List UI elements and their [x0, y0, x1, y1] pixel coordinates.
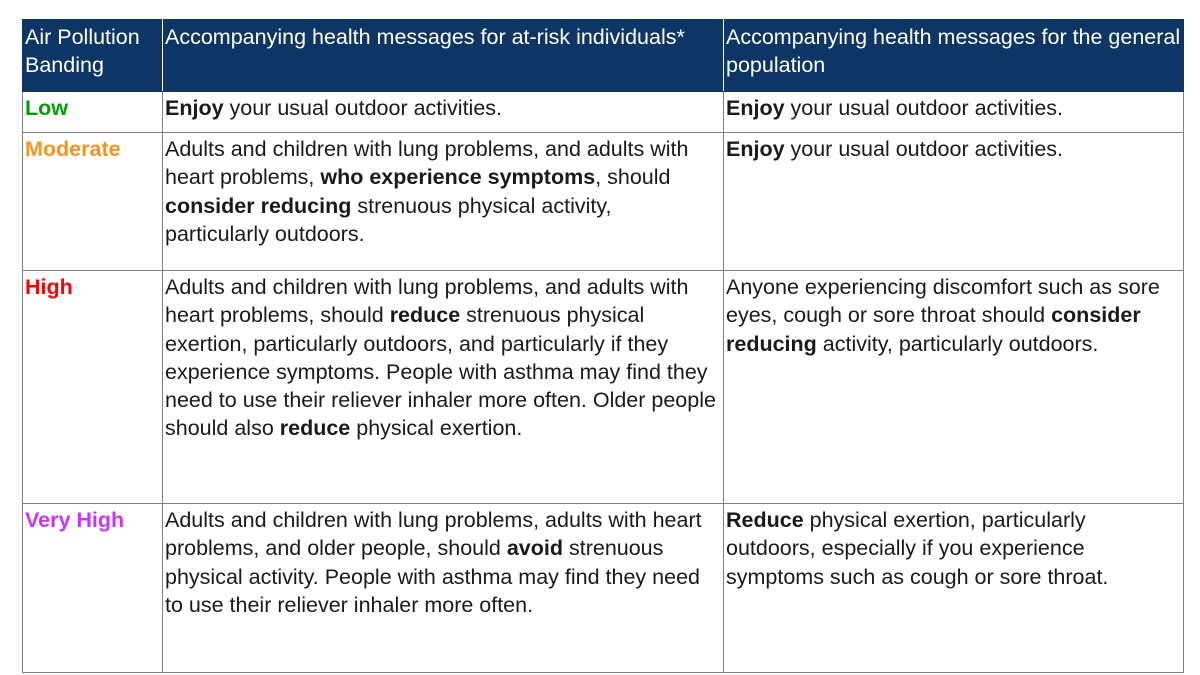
emphasis-text: Enjoy [726, 137, 785, 161]
band-label-low: Low [25, 96, 68, 120]
air-pollution-health-messages-table [22, 19, 1184, 673]
emphasis-text: avoid [506, 536, 563, 561]
emphasis-text: who experience symptoms [320, 165, 596, 190]
table-row-low [23, 92, 1184, 133]
header-general-population-messages: Accompanying health messages for the general population [724, 20, 1184, 92]
air-pollution-table-container [22, 19, 1183, 663]
general-message-cell [724, 92, 1184, 133]
band-label-high: High [25, 275, 73, 299]
emphasis-text: reduce [389, 303, 461, 328]
table-row-very-high [23, 504, 1184, 673]
band-cell [23, 133, 163, 271]
message-text: Anyone experiencing discomfort such as sore eyes, cough or sore throat should [726, 275, 1160, 328]
message-text: Adults and children with lung problems, and adults with heart problems, [165, 137, 689, 190]
at-risk-message-cell [163, 133, 724, 271]
table-row-high [23, 271, 1184, 504]
emphasis-text: Enjoy [165, 96, 224, 120]
message-text: Adults and children with lung problems, adults with heart problems, and older people, should [165, 508, 702, 561]
at-risk-message-cell [163, 92, 724, 133]
at-risk-message-cell [163, 271, 724, 504]
message-text: strenuous physical activity, particularly outdoors. [165, 193, 612, 246]
band-cell [23, 504, 163, 673]
message-text: strenuous physical activity. People with asthma may find they need to use their reliever inhaler more often. [165, 536, 700, 617]
message-text: , should [595, 165, 671, 190]
emphasis-text: consider reducing [726, 303, 1141, 356]
general-message-cell [724, 133, 1184, 271]
message-text: your usual outdoor activities. [784, 137, 1063, 161]
general-message-cell [724, 271, 1184, 504]
message-text: your usual outdoor activities. [784, 96, 1063, 120]
band-cell [23, 271, 163, 504]
band-label-very-high: Very High [25, 508, 125, 532]
message-text: physical exertion, particularly outdoors, especially if you experience symptoms such as cough or sore throat. [726, 508, 1109, 589]
header-banding: Air Pollution Banding [23, 20, 163, 92]
message-text: Adults and children with lung problems, and adults with heart problems, should [165, 275, 689, 328]
message-text: your usual outdoor activities. [223, 96, 502, 120]
header-at-risk-messages: Accompanying health messages for at-risk individuals* [163, 20, 724, 92]
emphasis-text: reduce [279, 416, 351, 441]
message-text: activity, particularly outdoors. [816, 331, 1099, 356]
band-label-moderate: Moderate [25, 137, 121, 161]
table-row-moderate [23, 133, 1184, 271]
band-cell [23, 92, 163, 133]
general-message-cell [724, 504, 1184, 673]
message-text: physical exertion. [350, 416, 523, 441]
table-header-row [23, 20, 1184, 92]
emphasis-text: Enjoy [726, 96, 785, 120]
emphasis-text: consider reducing [165, 193, 352, 218]
at-risk-message-cell [163, 504, 724, 673]
emphasis-text: Reduce [726, 508, 804, 532]
message-text: strenuous physical exertion, particularly outdoors, and particularly if they experience symptoms. People with asthma may find they need to use their reliever inhaler more often. Older people should also [165, 303, 716, 441]
